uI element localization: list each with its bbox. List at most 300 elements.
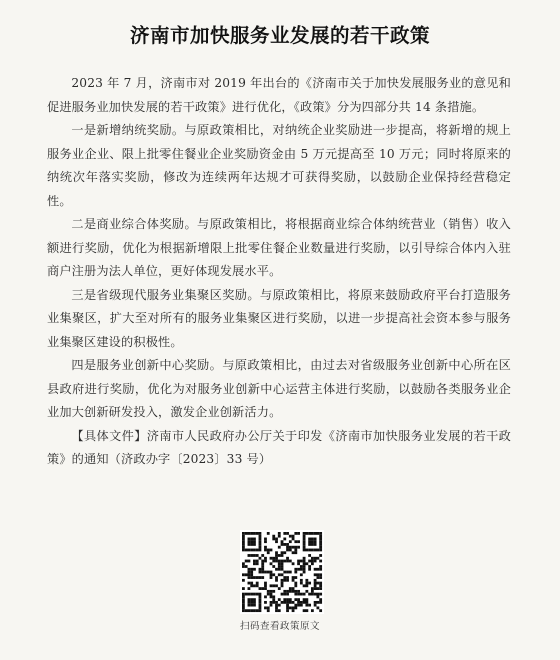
qr-module <box>286 576 289 579</box>
qr-module <box>270 595 273 598</box>
qr-module <box>308 565 311 568</box>
qr-module <box>308 582 311 585</box>
qr-module <box>303 601 306 604</box>
qr-module <box>248 532 251 535</box>
qr-module <box>311 593 314 596</box>
qr-module <box>289 535 292 538</box>
qr-module <box>264 560 267 563</box>
qr-module <box>297 590 300 593</box>
qr-module <box>259 543 262 546</box>
qr-module <box>267 549 270 552</box>
qr-module <box>319 601 322 604</box>
qr-module <box>303 543 306 546</box>
qr-module <box>261 571 264 574</box>
qr-module <box>297 562 300 565</box>
qr-module <box>248 598 251 601</box>
qr-module <box>294 549 297 552</box>
qr-module <box>253 540 256 543</box>
qr-module <box>303 571 306 574</box>
qr-module <box>305 604 308 607</box>
qr-module <box>267 532 270 535</box>
qr-module <box>248 573 251 576</box>
qr-module <box>264 571 267 574</box>
qr-module <box>250 582 253 585</box>
qr-module <box>283 551 286 554</box>
qr-module <box>289 540 292 543</box>
qr-module <box>259 598 262 601</box>
qr-module <box>253 562 256 565</box>
qr-module <box>292 551 295 554</box>
qr-module <box>319 584 322 587</box>
qr-module <box>308 560 311 563</box>
qr-module <box>303 546 306 549</box>
qr-module <box>259 576 262 579</box>
qr-module <box>278 535 281 538</box>
qr-module <box>283 538 286 541</box>
qr-module <box>319 549 322 552</box>
qr-module <box>261 568 264 571</box>
qr-module <box>305 584 308 587</box>
qr-module <box>253 549 256 552</box>
qr-module <box>253 604 256 607</box>
qr-module <box>256 560 259 563</box>
qr-module <box>316 532 319 535</box>
qr-module <box>267 571 270 574</box>
qr-module <box>250 571 253 574</box>
qr-module <box>248 576 251 579</box>
qr-module <box>250 538 253 541</box>
qr-module <box>297 546 300 549</box>
qr-module <box>270 549 273 552</box>
qr-module <box>253 584 256 587</box>
qr-module <box>250 576 253 579</box>
qr-module <box>272 557 275 560</box>
qr-module <box>297 593 300 596</box>
qr-module <box>248 554 251 557</box>
qr-module <box>311 557 314 560</box>
qr-module <box>319 587 322 590</box>
qr-module <box>270 576 273 579</box>
qr-module <box>289 587 292 590</box>
qr-module <box>319 543 322 546</box>
qr-module <box>283 532 286 535</box>
qr-module <box>264 538 267 541</box>
qr-module <box>319 598 322 601</box>
qr-module <box>253 543 256 546</box>
qr-module <box>308 540 311 543</box>
qr-module <box>278 598 281 601</box>
qr-module <box>314 549 317 552</box>
qr-module <box>248 604 251 607</box>
qr-module <box>292 587 295 590</box>
qr-module <box>311 590 314 593</box>
qr-module <box>259 604 262 607</box>
qr-module <box>250 554 253 557</box>
qr-module <box>275 538 278 541</box>
qr-module <box>314 582 317 585</box>
qr-module <box>270 601 273 604</box>
qr-module <box>256 554 259 557</box>
qr-module <box>248 549 251 552</box>
qr-module <box>300 604 303 607</box>
qr-module <box>275 557 278 560</box>
page-title: 济南市加快服务业发展的若干政策 <box>129 24 430 47</box>
qr-module <box>256 609 259 612</box>
qr-module <box>259 538 262 541</box>
qr-module <box>292 538 295 541</box>
qr-module <box>303 568 306 571</box>
qr-module <box>300 579 303 582</box>
qr-module <box>245 609 248 612</box>
qr-module <box>245 573 248 576</box>
qr-module <box>316 568 319 571</box>
qr-module <box>297 532 300 535</box>
qr-module <box>289 571 292 574</box>
qr-module <box>272 584 275 587</box>
qr-module <box>303 549 306 552</box>
qr-module <box>270 571 273 574</box>
qr-module <box>297 540 300 543</box>
qr-module <box>264 557 267 560</box>
qr-module <box>267 606 270 609</box>
qr-module <box>242 532 245 535</box>
qr-module <box>242 595 245 598</box>
qr-module <box>270 573 273 576</box>
qr-module <box>275 604 278 607</box>
qr-module <box>308 554 311 557</box>
qr-module <box>264 584 267 587</box>
qr-module <box>267 590 270 593</box>
qr-module <box>250 593 253 596</box>
qr-module <box>272 560 275 563</box>
qr-module <box>248 568 251 571</box>
qr-module <box>278 554 281 557</box>
qr-module <box>256 549 259 552</box>
intro-paragraph: 2023 年 7 月，济南市对 2019 年出台的《济南市关于加快发展服务业的意见和促进服务业加快发展的若干政策》进行优化，《政策》分为四部分共 14 条措施。 <box>47 76 511 114</box>
qr-module <box>250 601 253 604</box>
qr-module <box>256 584 259 587</box>
qr-module <box>253 598 256 601</box>
qr-module <box>316 573 319 576</box>
qr-module <box>303 593 306 596</box>
qr-module <box>270 584 273 587</box>
qr-module <box>314 540 317 543</box>
qr-module <box>281 568 284 571</box>
qr-module <box>281 543 284 546</box>
qr-module <box>311 587 314 590</box>
qr-module <box>250 604 253 607</box>
qr-module <box>294 546 297 549</box>
qr-module <box>261 565 264 568</box>
qr-module <box>250 609 253 612</box>
qr-module <box>242 604 245 607</box>
qr-module <box>250 598 253 601</box>
qr-module <box>278 573 281 576</box>
qr-module <box>278 562 281 565</box>
qr-module <box>259 549 262 552</box>
qr-module <box>283 590 286 593</box>
qr-module <box>267 551 270 554</box>
qr-module <box>264 606 267 609</box>
qr-module <box>253 576 256 579</box>
qr-module <box>294 606 297 609</box>
qr-module <box>264 595 267 598</box>
qr-module <box>242 562 245 565</box>
qr-module <box>286 543 289 546</box>
qr-module <box>248 543 251 546</box>
qr-module <box>253 532 256 535</box>
qr-module <box>281 562 284 565</box>
qr-module <box>316 593 319 596</box>
qr-module <box>275 568 278 571</box>
qr-module <box>281 584 284 587</box>
qr-module <box>278 546 281 549</box>
qr-module <box>294 540 297 543</box>
qr-module <box>259 532 262 535</box>
qr-module <box>303 540 306 543</box>
qr-module <box>297 560 300 563</box>
qr-module <box>308 568 311 571</box>
qr-module <box>259 568 262 571</box>
qr-module <box>261 576 264 579</box>
qr-module <box>256 532 259 535</box>
qr-module <box>261 587 264 590</box>
qr-module <box>242 587 245 590</box>
qr-module <box>319 554 322 557</box>
qr-module <box>264 601 267 604</box>
qr-module <box>242 565 245 568</box>
qr-module <box>316 606 319 609</box>
qr-module <box>305 532 308 535</box>
qr-module <box>281 554 284 557</box>
qr-module <box>250 549 253 552</box>
qr-module <box>308 593 311 596</box>
qr-module <box>259 601 262 604</box>
qr-module <box>253 560 256 563</box>
qr-module <box>292 576 295 579</box>
qr-module <box>270 590 273 593</box>
qr-module <box>314 573 317 576</box>
qr-module <box>245 549 248 552</box>
qr-module <box>314 579 317 582</box>
qr-module <box>278 587 281 590</box>
qr-module <box>294 568 297 571</box>
qr-module <box>248 538 251 541</box>
qr-module <box>245 593 248 596</box>
qr-module <box>311 549 314 552</box>
qr-module <box>294 590 297 593</box>
qr-module <box>286 598 289 601</box>
qr-module <box>283 579 286 582</box>
qr-module <box>264 582 267 585</box>
qr-module <box>264 546 267 549</box>
qr-module <box>319 565 322 568</box>
qr-module <box>305 590 308 593</box>
qr-module <box>316 582 319 585</box>
qr-module <box>294 582 297 585</box>
qr-module <box>316 595 319 598</box>
qr-module <box>270 593 273 596</box>
qr-module <box>292 535 295 538</box>
qr-code-icon[interactable] <box>240 530 324 614</box>
qr-module <box>250 532 253 535</box>
qr-module <box>319 560 322 563</box>
qr-module <box>272 601 275 604</box>
qr-module <box>305 582 308 585</box>
qr-module <box>303 535 306 538</box>
qr-module <box>305 609 308 612</box>
qr-module <box>248 560 251 563</box>
qr-module <box>281 551 284 554</box>
qr-module <box>281 560 284 563</box>
qr-module <box>316 549 319 552</box>
qr-module <box>261 560 264 563</box>
qr-module <box>250 568 253 571</box>
qr-module <box>319 573 322 576</box>
qr-module <box>242 540 245 543</box>
qr-module <box>292 609 295 612</box>
qr-module <box>283 571 286 574</box>
qr-module <box>250 543 253 546</box>
qr-module <box>270 562 273 565</box>
qr-module <box>248 571 251 574</box>
qr-module <box>311 543 314 546</box>
qr-module <box>316 601 319 604</box>
qr-module <box>275 584 278 587</box>
qr-module <box>303 598 306 601</box>
qr-module <box>248 609 251 612</box>
qr-module <box>303 609 306 612</box>
qr-module <box>256 593 259 596</box>
qr-module <box>278 560 281 563</box>
qr-module <box>314 568 317 571</box>
qr-module <box>286 560 289 563</box>
qr-module <box>242 546 245 549</box>
qr-module <box>292 562 295 565</box>
qr-module <box>303 532 306 535</box>
qr-module <box>286 579 289 582</box>
qr-module <box>316 557 319 560</box>
qr-module <box>289 598 292 601</box>
policy-paragraph-4: 四是服务业创新中心奖励。与原政策相比，由过去对省级服务业创新中心所在区县政府进行奖励，优化为对服务业创新中心运营主体进行奖励，以鼓励各类服务业企业加大创新研发投入，激发企业创新活力。 <box>47 358 511 419</box>
qr-module <box>278 609 281 612</box>
qr-caption: 扫码查看政策原文 <box>239 621 320 632</box>
qr-module <box>281 582 284 585</box>
qr-module <box>303 557 306 560</box>
qr-module <box>256 582 259 585</box>
qr-module <box>289 546 292 549</box>
qr-module <box>270 604 273 607</box>
qr-module <box>297 604 300 607</box>
qr-module <box>303 565 306 568</box>
qr-module <box>319 546 322 549</box>
qr-module <box>294 604 297 607</box>
qr-module <box>275 579 278 582</box>
qr-module <box>319 540 322 543</box>
qr-module <box>261 554 264 557</box>
qr-module <box>253 593 256 596</box>
qr-module <box>319 609 322 612</box>
qr-module <box>319 593 322 596</box>
qr-module <box>319 568 322 571</box>
qr-module <box>259 606 262 609</box>
qr-module <box>300 560 303 563</box>
qr-module <box>292 606 295 609</box>
qr-module <box>275 609 278 612</box>
qr-module <box>319 576 322 579</box>
qr-module <box>292 579 295 582</box>
qr-module <box>267 593 270 596</box>
qr-module <box>275 540 278 543</box>
qr-module <box>294 551 297 554</box>
qr-module <box>242 593 245 596</box>
qr-module <box>283 601 286 604</box>
qr-module <box>286 593 289 596</box>
qr-module <box>259 557 262 560</box>
qr-module <box>281 565 284 568</box>
qr-module <box>253 601 256 604</box>
qr-module <box>283 598 286 601</box>
qr-module <box>297 598 300 601</box>
qr-module <box>319 535 322 538</box>
qr-module <box>286 606 289 609</box>
qr-module <box>281 593 284 596</box>
qr-module <box>286 609 289 612</box>
qr-module <box>314 538 317 541</box>
qr-module <box>286 571 289 574</box>
qr-module <box>303 562 306 565</box>
qr-module <box>286 546 289 549</box>
qr-module <box>242 549 245 552</box>
qr-module <box>256 576 259 579</box>
qr-module <box>253 538 256 541</box>
qr-module <box>242 535 245 538</box>
qr-module <box>283 560 286 563</box>
qr-module <box>308 532 311 535</box>
qr-module <box>292 546 295 549</box>
qr-module <box>297 601 300 604</box>
qr-module <box>316 576 319 579</box>
qr-module <box>272 565 275 568</box>
qr-module <box>305 598 308 601</box>
qr-module <box>275 551 278 554</box>
qr-module <box>294 598 297 601</box>
qr-module <box>275 601 278 604</box>
qr-module <box>242 573 245 576</box>
qr-module <box>319 582 322 585</box>
qr-module <box>314 557 317 560</box>
qr-module <box>270 557 273 560</box>
policy-paragraph-1: 一是新增纳统奖励。与原政策相比，对纳统企业奖励进一步提高，将新增的规上服务业企业、限上批零住餐业企业奖励资金由 5 万元提高至 10 万元；同时将原来的纳统次年落实奖励，修改为连续两年达规才可获得奖励，以鼓励企业保持经营稳定性。 <box>47 123 511 208</box>
qr-module <box>286 590 289 593</box>
qr-module <box>308 538 311 541</box>
qr-module <box>242 598 245 601</box>
qr-module <box>311 609 314 612</box>
qr-module <box>314 587 317 590</box>
qr-module <box>259 609 262 612</box>
qr-module <box>250 584 253 587</box>
qr-module <box>272 573 275 576</box>
qr-module <box>283 593 286 596</box>
qr-module <box>261 562 264 565</box>
qr-module <box>272 598 275 601</box>
qr-module <box>259 571 262 574</box>
qr-module <box>281 540 284 543</box>
qr-module <box>289 606 292 609</box>
qr-module <box>319 532 322 535</box>
qr-module <box>300 573 303 576</box>
qr-module <box>250 573 253 576</box>
